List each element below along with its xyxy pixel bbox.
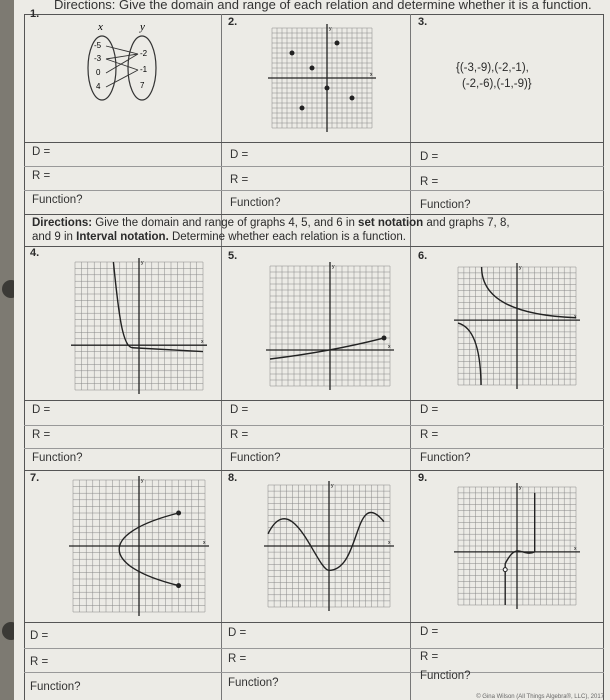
graph-point <box>300 106 304 110</box>
graph-point <box>350 96 354 100</box>
graph-point <box>325 86 329 90</box>
problem-number: 8. <box>228 472 238 484</box>
graph-point <box>310 66 314 70</box>
domain-label: D = <box>230 404 249 416</box>
range-label: R = <box>420 176 439 188</box>
graph-point <box>382 336 386 340</box>
range-label: R = <box>420 651 439 663</box>
x-axis-label: x <box>388 540 391 546</box>
directions: Directions: Give the domain and range of graphs 4, 5, and 6 in set notation and graphs 7, 8, and 9 in Interval notation. Determine whether each relation is a function. <box>32 217 510 243</box>
domain-label: D = <box>420 626 439 638</box>
problem-number: 7. <box>30 472 40 484</box>
range-label: R = <box>228 653 247 665</box>
function-label: Function? <box>228 677 279 689</box>
function-label: Function? <box>420 452 471 464</box>
domain-label: D = <box>32 404 51 416</box>
graph-curve <box>505 493 535 605</box>
y-axis-label: y <box>519 485 522 491</box>
range-value: -2 <box>140 49 148 58</box>
x-axis-label: x <box>203 540 206 546</box>
range-label: R = <box>230 429 249 441</box>
graph-point <box>177 584 181 588</box>
function-label: Function? <box>230 452 281 464</box>
function-label: Function? <box>230 197 281 209</box>
graph-point <box>503 568 507 572</box>
y-axis-label: y <box>141 260 144 266</box>
range-value: -1 <box>140 65 148 74</box>
range-label: R = <box>32 170 51 182</box>
graph-2 <box>264 22 380 134</box>
x-axis-label: x <box>574 545 577 552</box>
domain-label: D = <box>30 630 49 642</box>
graph-7 <box>66 474 212 618</box>
graph-5 <box>264 256 396 396</box>
function-label: Function? <box>32 452 83 464</box>
domain-label: D = <box>420 404 439 416</box>
range-label: R = <box>30 656 49 668</box>
x-axis-label: x <box>574 314 577 321</box>
graph-8 <box>262 474 396 618</box>
copyright-footer: © Gina Wilson (All Things Algebra®, LLC), 2017 <box>476 694 604 700</box>
x-axis-label: x <box>370 72 373 78</box>
problem-number: 4. <box>30 247 40 259</box>
function-label: Function? <box>32 194 83 206</box>
domain-label: D = <box>228 627 247 639</box>
domain-label: D = <box>32 146 51 158</box>
problem-number: 3. <box>418 16 428 28</box>
range-label: R = <box>32 429 51 441</box>
range-label: R = <box>420 429 439 441</box>
y-axis-label: y <box>329 26 332 32</box>
range-label: R = <box>230 174 249 186</box>
x-axis-label: x <box>388 344 391 350</box>
domain-label: D = <box>420 151 439 163</box>
y-header: y <box>140 21 145 33</box>
mapping-diagram <box>80 18 180 128</box>
graph-point <box>335 41 339 45</box>
domain-value: 4 <box>96 82 101 91</box>
graph-9 <box>452 474 582 618</box>
range-value: 7 <box>140 81 145 90</box>
y-axis-label: y <box>519 265 522 271</box>
graph-curve <box>119 513 178 586</box>
function-label: Function? <box>420 199 471 211</box>
function-label: Function? <box>30 681 81 693</box>
domain-value: -3 <box>94 54 102 63</box>
y-axis-label: y <box>331 483 334 489</box>
y-axis-label: y <box>332 264 335 270</box>
problem-number: 9. <box>418 472 428 484</box>
graph-curve <box>268 512 384 570</box>
problem-number: 2. <box>228 16 238 28</box>
function-label: Function? <box>420 670 471 682</box>
domain-value: -5 <box>94 41 102 50</box>
graph-point <box>177 511 181 515</box>
y-axis-label: y <box>141 478 144 484</box>
problem-number: 5. <box>228 250 238 262</box>
x-header: x <box>98 21 103 33</box>
graph-point <box>290 51 294 55</box>
problem-number: 1. <box>30 8 40 20</box>
graph-4 <box>66 256 212 396</box>
domain-label: D = <box>230 149 249 161</box>
problem-number: 6. <box>418 250 428 262</box>
x-axis-label: x <box>201 339 204 346</box>
page-title: Directions: Give the domain and range of each relation and determine whether it is a function. <box>54 0 592 12</box>
graph-6 <box>452 256 582 396</box>
set-notation: {(-3,-9),(-2,-1), (-2,-6),(-1,-9)} <box>456 62 532 90</box>
domain-value: 0 <box>96 68 101 77</box>
